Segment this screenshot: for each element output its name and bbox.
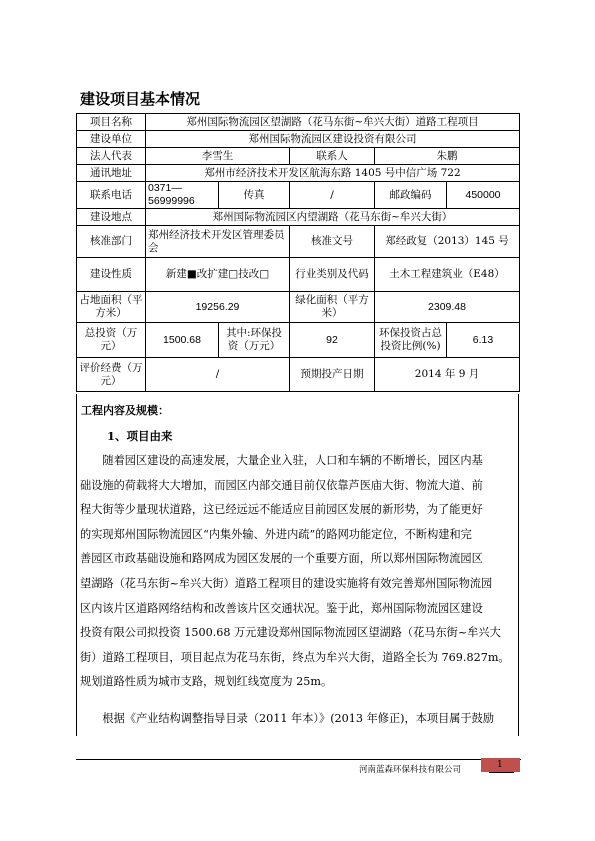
table-row (77, 209, 520, 226)
approval-dept-label: 核准部门 (77, 226, 146, 258)
postcode-value: 450000 (447, 182, 520, 209)
project-info-table (76, 113, 520, 392)
fax-label: 传真 (219, 182, 290, 209)
invest-label: 总投资（万元） (77, 323, 146, 358)
paragraph-line: 础设施的荷载将大大增加，而园区内部交通目前仅依靠芦医庙大街、物流大道、前 (80, 478, 483, 492)
paragraph-line: 规划道路性质为城市支路，规划红线宽度为 25m。 (80, 675, 333, 689)
unit-label: 建设单位 (77, 131, 146, 148)
env-invest-value: 92 (290, 323, 375, 358)
nature-value: 新建■改扩建□技改□ (146, 258, 290, 292)
contact-label: 联系人 (290, 148, 375, 165)
table-row (77, 131, 520, 148)
env-ratio-label: 环保投资占总投资比例(%) (375, 323, 447, 358)
legal-rep-label: 法人代表 (77, 148, 146, 165)
table-row (77, 148, 520, 165)
paragraph-line: 随着园区建设的高速发展，大量企业入驻，人口和车辆的不断增长，园区内基 (102, 454, 483, 467)
legal-rep-value: 李雪生 (146, 148, 290, 165)
eval-fee-value: / (146, 358, 290, 392)
green-value: 2309.48 (375, 292, 520, 323)
table-row (77, 226, 520, 258)
footer-company: 河南蓝森环保科技有限公司 (359, 765, 462, 775)
invest-value: 1500.68 (146, 323, 219, 358)
eval-fee-label: 评价经费（万元） (77, 358, 146, 392)
op-date-value: 2014 年 9 月 (375, 358, 520, 392)
table-row (77, 114, 520, 131)
paragraph-line: 善园区市政基础设施和路网成为园区发展的一个重要方面，所以郑州国际物流园区 (80, 552, 483, 566)
contact-value: 朱鹏 (375, 148, 520, 165)
project-name-value: 郑州国际物流园区望湖路（花马东街~牟兴大街）道路工程项目 (146, 114, 520, 131)
green-label: 绿化面积（平方米） (290, 292, 375, 323)
nature-label: 建设性质 (77, 258, 146, 292)
page-number: 1 (497, 760, 503, 770)
content-box (76, 394, 519, 736)
paragraph-line: 的实现郑州国际物流园区“内集外输、外进内疏”的路网功能定位，不断构建和完 (80, 527, 472, 541)
address-value: 郑州市经济技术开发区航海东路 1405 号中信广场 722 (146, 165, 520, 182)
paragraph-line: 程大街等少量现状道路，这已经远远不能适应目前园区发展的新形势，为了能更好 (80, 503, 483, 517)
approval-no-value: 郑经政复（2013）145 号 (375, 226, 520, 258)
table-row (77, 182, 520, 209)
postcode-label: 邮政编码 (375, 182, 447, 209)
op-date-label: 预期投产日期 (290, 358, 375, 392)
paragraph-line: 区内该片区道路网络结构和改善该片区交通状况。鉴于此，郑州国际物流园区建设 (80, 601, 483, 615)
paragraph-2: 根据《产业结构调整指导目录（2011 年本）》(2013 年修正)，本项目属于鼓励 (102, 712, 495, 725)
project-name-label: 项目名称 (77, 114, 146, 131)
location-label: 建设地点 (77, 209, 146, 226)
fax-value: / (290, 182, 375, 209)
address-label: 通讯地址 (77, 165, 146, 182)
env-invest-label: 其中:环保投资（万元） (219, 323, 290, 358)
footer-divider (76, 759, 521, 760)
approval-dept-value: 郑州经济技术开发区管理委员会 (146, 226, 290, 258)
paragraph-line: 街）道路工程项目，项目起点为花马东街，终点为牟兴大街，道路全长为 769.827m。 (80, 650, 510, 664)
industry-label: 行业类别及代码 (290, 258, 375, 292)
area-label: 占地面积（平方米） (77, 292, 146, 323)
approval-no-label: 核准文号 (290, 226, 375, 258)
phone-value: 0371—56999996 (146, 182, 219, 209)
page-number-underline (489, 772, 514, 773)
section-title: 工程内容及规模： (81, 404, 169, 417)
table-row (77, 358, 520, 392)
page-title: 建设项目基本情况 (80, 90, 201, 108)
env-ratio-value: 6.13 (447, 323, 520, 358)
table-row (77, 258, 520, 292)
location-value: 郑州国际物流园区内望湖路（花马东街~牟兴大街） (146, 209, 520, 226)
table-row (77, 323, 520, 358)
table-row (77, 165, 520, 182)
area-value: 19256.29 (146, 292, 290, 323)
paragraph-line: 望湖路（花马东街~牟兴大街）道路工程项目的建设实施将有效完善郑州国际物流园 (80, 576, 493, 590)
paragraph-1 (80, 449, 516, 695)
table-row (77, 292, 520, 323)
industry-value: 土木工程建筑业（E48） (375, 258, 520, 292)
subsection-title: 1、项目由来 (107, 429, 173, 443)
paragraph-line: 投资有限公司拟投资 1500.68 万元建设郑州国际物流园区望湖路（花马东街~牟兴大 (80, 626, 501, 640)
unit-value: 郑州国际物流园区建设投资有限公司 (146, 131, 520, 148)
phone-label: 联系电话 (77, 182, 146, 209)
